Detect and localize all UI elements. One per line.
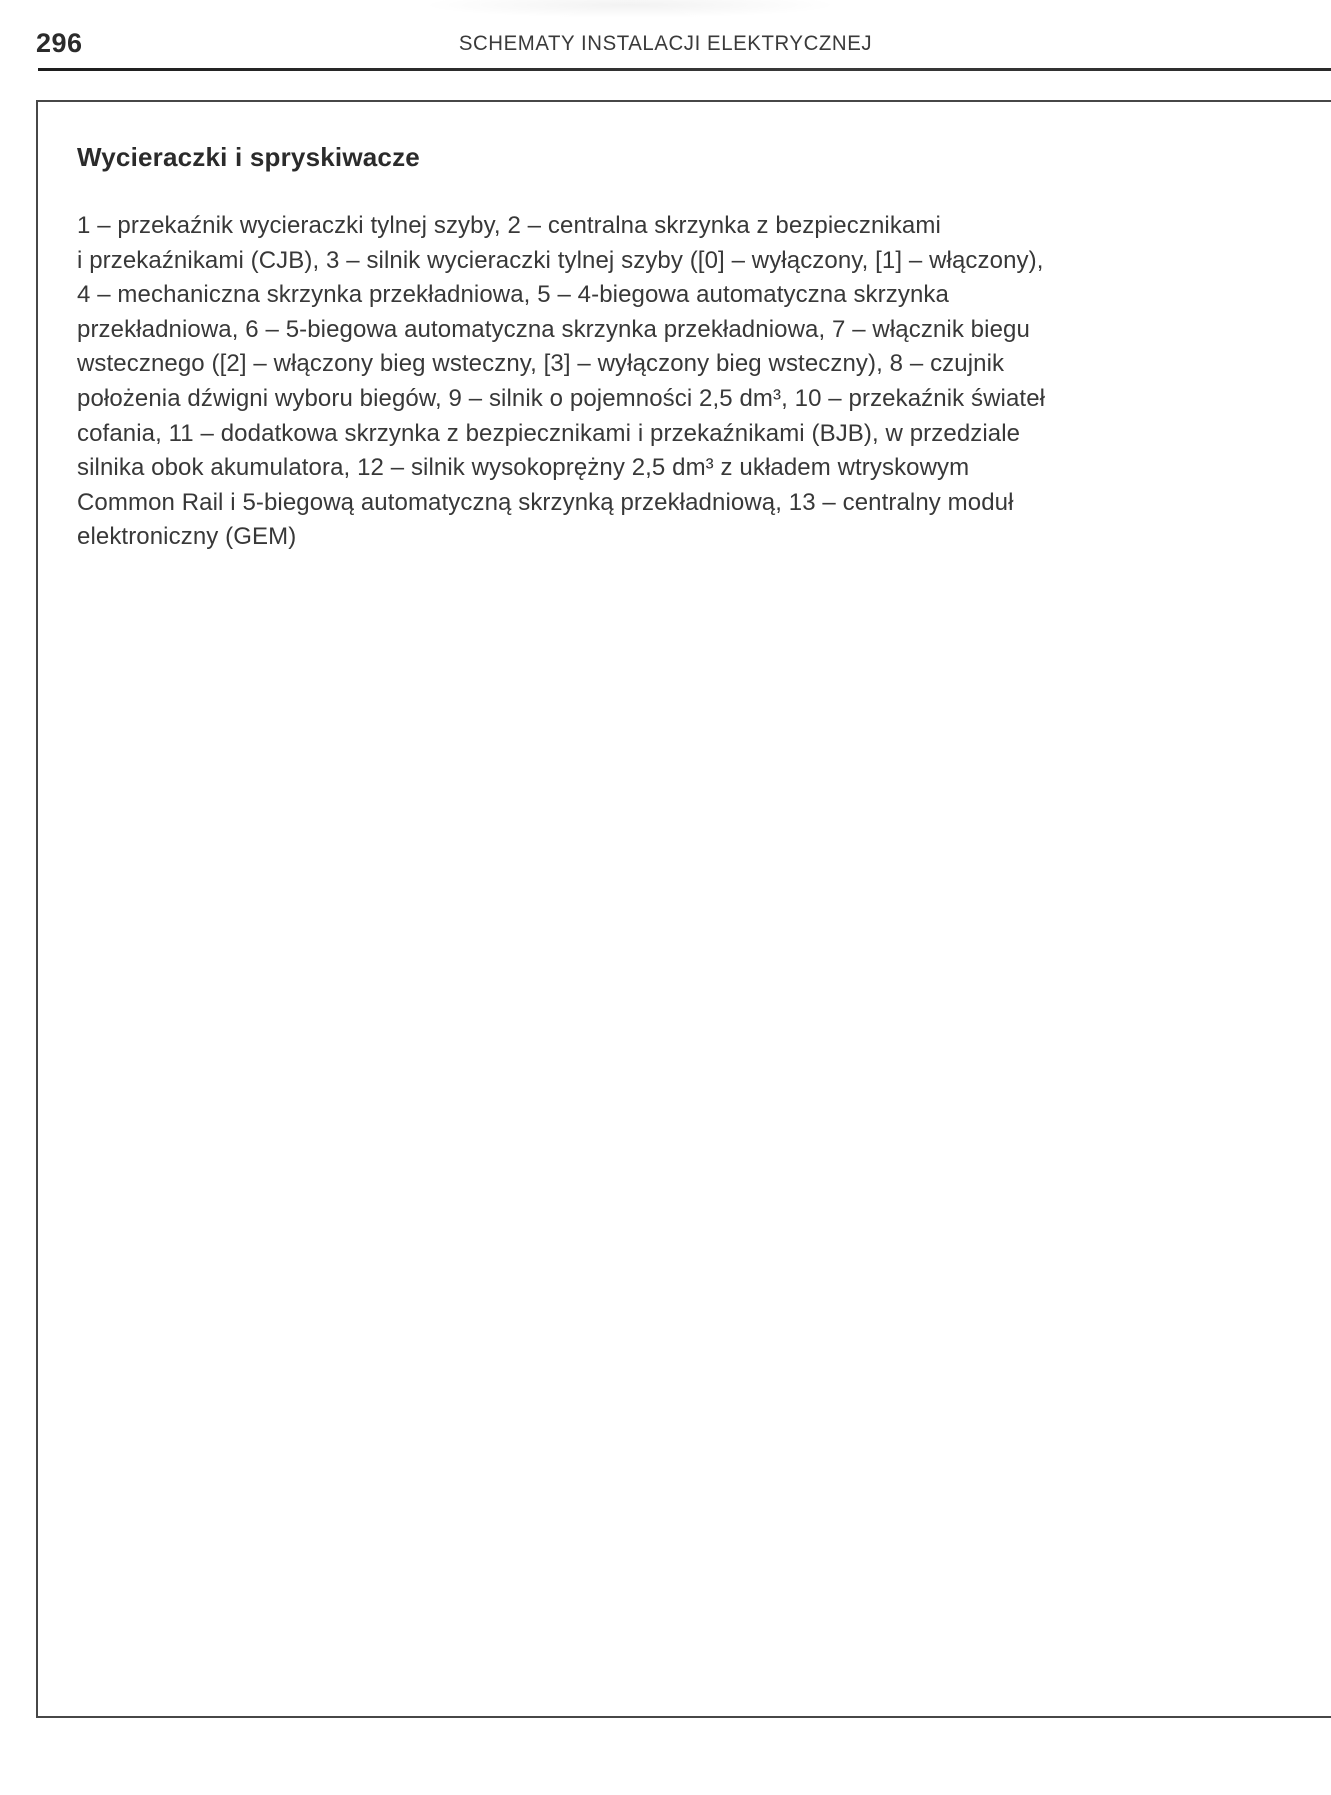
- legend-box: [36, 100, 1331, 1718]
- legend-line: cofania, 11 – dodatkowa skrzynka z bezpiecznikami i przekaźnikami (BJB), w przedziale: [77, 419, 1021, 447]
- legend-paragraph: [77, 209, 1287, 555]
- legend-line: silnika obok akumulatora, 12 – silnik wysokoprężny 2,5 dm³ z układem wtryskowym: [77, 454, 970, 482]
- legend-line: 4 – mechaniczna skrzynka przekładniowa, 5 – 4-biegowa automatyczna skrzynka: [77, 281, 949, 309]
- legend-line: 1 – przekaźnik wycieraczki tylnej szyby, 2 – centralna skrzynka z bezpiecznikami: [77, 212, 941, 239]
- legend-line: wstecznego ([2] – włączony bieg wsteczny, [3] – wyłączony bieg wsteczny), 8 – czujnik: [77, 350, 1005, 378]
- legend-line: Common Rail i 5-biegową automatyczną skrzynką przekładniową, 13 – centralny moduł: [77, 488, 1014, 516]
- legend-line: elektroniczny (GEM): [77, 523, 297, 551]
- page-number: 296: [36, 28, 83, 58]
- header-divider: [38, 68, 1331, 71]
- legend-line: położenia dźwigni wyboru biegów, 9 – silnik o pojemności 2,5 dm³, 10 – przekaźnik świateł: [77, 384, 1046, 412]
- running-header-title: SCHEMATY INSTALACJI ELEKTRYCZNEJ: [458, 32, 873, 55]
- scan-artifact: [420, 0, 840, 18]
- page-header: [0, 28, 1331, 60]
- legend-line: i przekaźnikami (CJB), 3 – silnik wycieraczki tylnej szyby ([0] – wyłączony, [1] – włączony),: [77, 246, 1044, 274]
- section-heading: Wycieraczki i spryskiwacze: [77, 142, 420, 172]
- legend-line: przekładniowa, 6 – 5-biegowa automatyczna skrzynka przekładniowa, 7 – włącznik biegu: [77, 315, 1030, 343]
